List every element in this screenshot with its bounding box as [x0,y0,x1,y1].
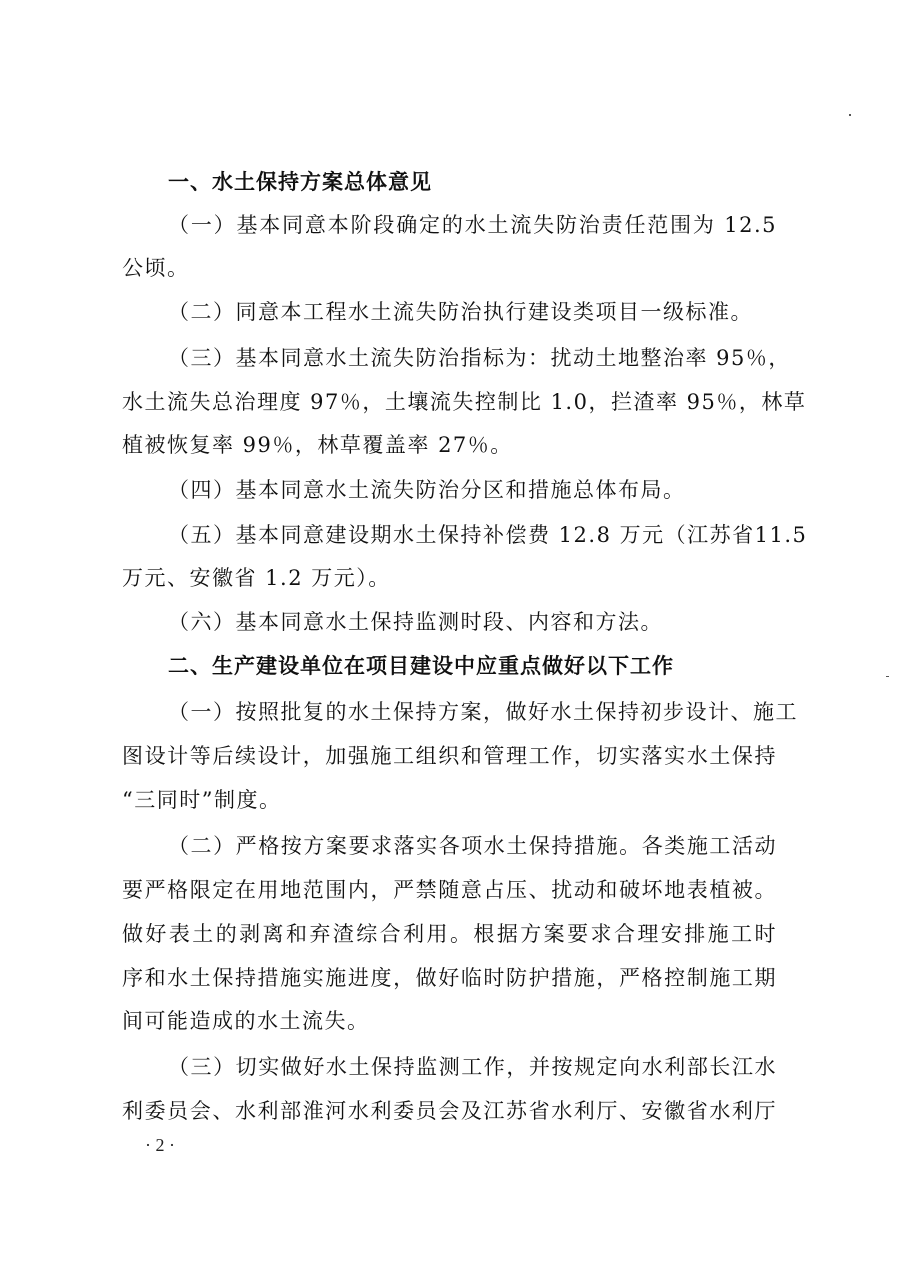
paragraph-line: （五）基本同意建设期水土保持补偿费 12.8 万元（江苏省11.5 [168,523,808,547]
scan-speck [849,114,851,116]
section-heading-1: 一、水土保持方案总体意见 [168,170,432,194]
paragraph-line: （二）严格按方案要求落实各项水土保持措施。各类施工活动 [168,834,777,858]
paragraph-line: （一）基本同意本阶段确定的水土流失防治责任范围为 12.5 [168,213,777,237]
paragraph-line: 万元、安徽省 1.2 万元）。 [122,566,391,590]
page-number: · 2 · [145,1135,175,1155]
paragraph-line: 水土流失总治理度 97％，土壤流失控制比 1.0，拦渣率 95％，林草 [122,390,807,414]
paragraph-line: （六）基本同意水土保持监测时段、内容和方法。 [168,610,663,634]
paragraph-line: 序和水土保持措施实施进度，做好临时防护措施，严格控制施工期 [122,966,777,990]
paragraph-line: （三）切实做好水土保持监测工作，并按规定向水利部长江水 [168,1055,777,1079]
paragraph-line: “三同时”制度。 [122,788,282,812]
paragraph-line: 要严格限定在用地范围内，严禁随意占压、扰动和破坏地表植被。 [122,878,777,902]
paragraph-line: 图设计等后续设计，加强施工组织和管理工作，切实落实水土保持 [122,744,777,768]
section-heading-2: 二、生产建设单位在项目建设中应重点做好以下工作 [168,654,674,678]
paragraph-line: （一）按照批复的水土保持方案，做好水土保持初步设计、施工 [168,700,798,724]
paragraph-line: 间可能造成的水土流失。 [122,1009,370,1033]
paragraph-line: 利委员会、水利部淮河水利委员会及江苏省水利厅、安徽省水利厅 [122,1099,777,1123]
paragraph-line: （二）同意本工程水土流失防治执行建设类项目一级标准。 [168,300,753,324]
paragraph-line: 植被恢复率 99％，林草覆盖率 27％。 [122,433,513,457]
paragraph-line: 做好表土的剥离和弃渣综合利用。根据方案要求合理安排施工时 [122,922,777,946]
paragraph-line: 公顷。 [122,256,190,280]
paragraph-line: （三）基本同意水土流失防治指标为：扰动土地整治率 95％， [168,346,791,370]
scan-speck [886,676,889,677]
paragraph-line: （四）基本同意水土流失防治分区和措施总体布局。 [168,478,686,502]
